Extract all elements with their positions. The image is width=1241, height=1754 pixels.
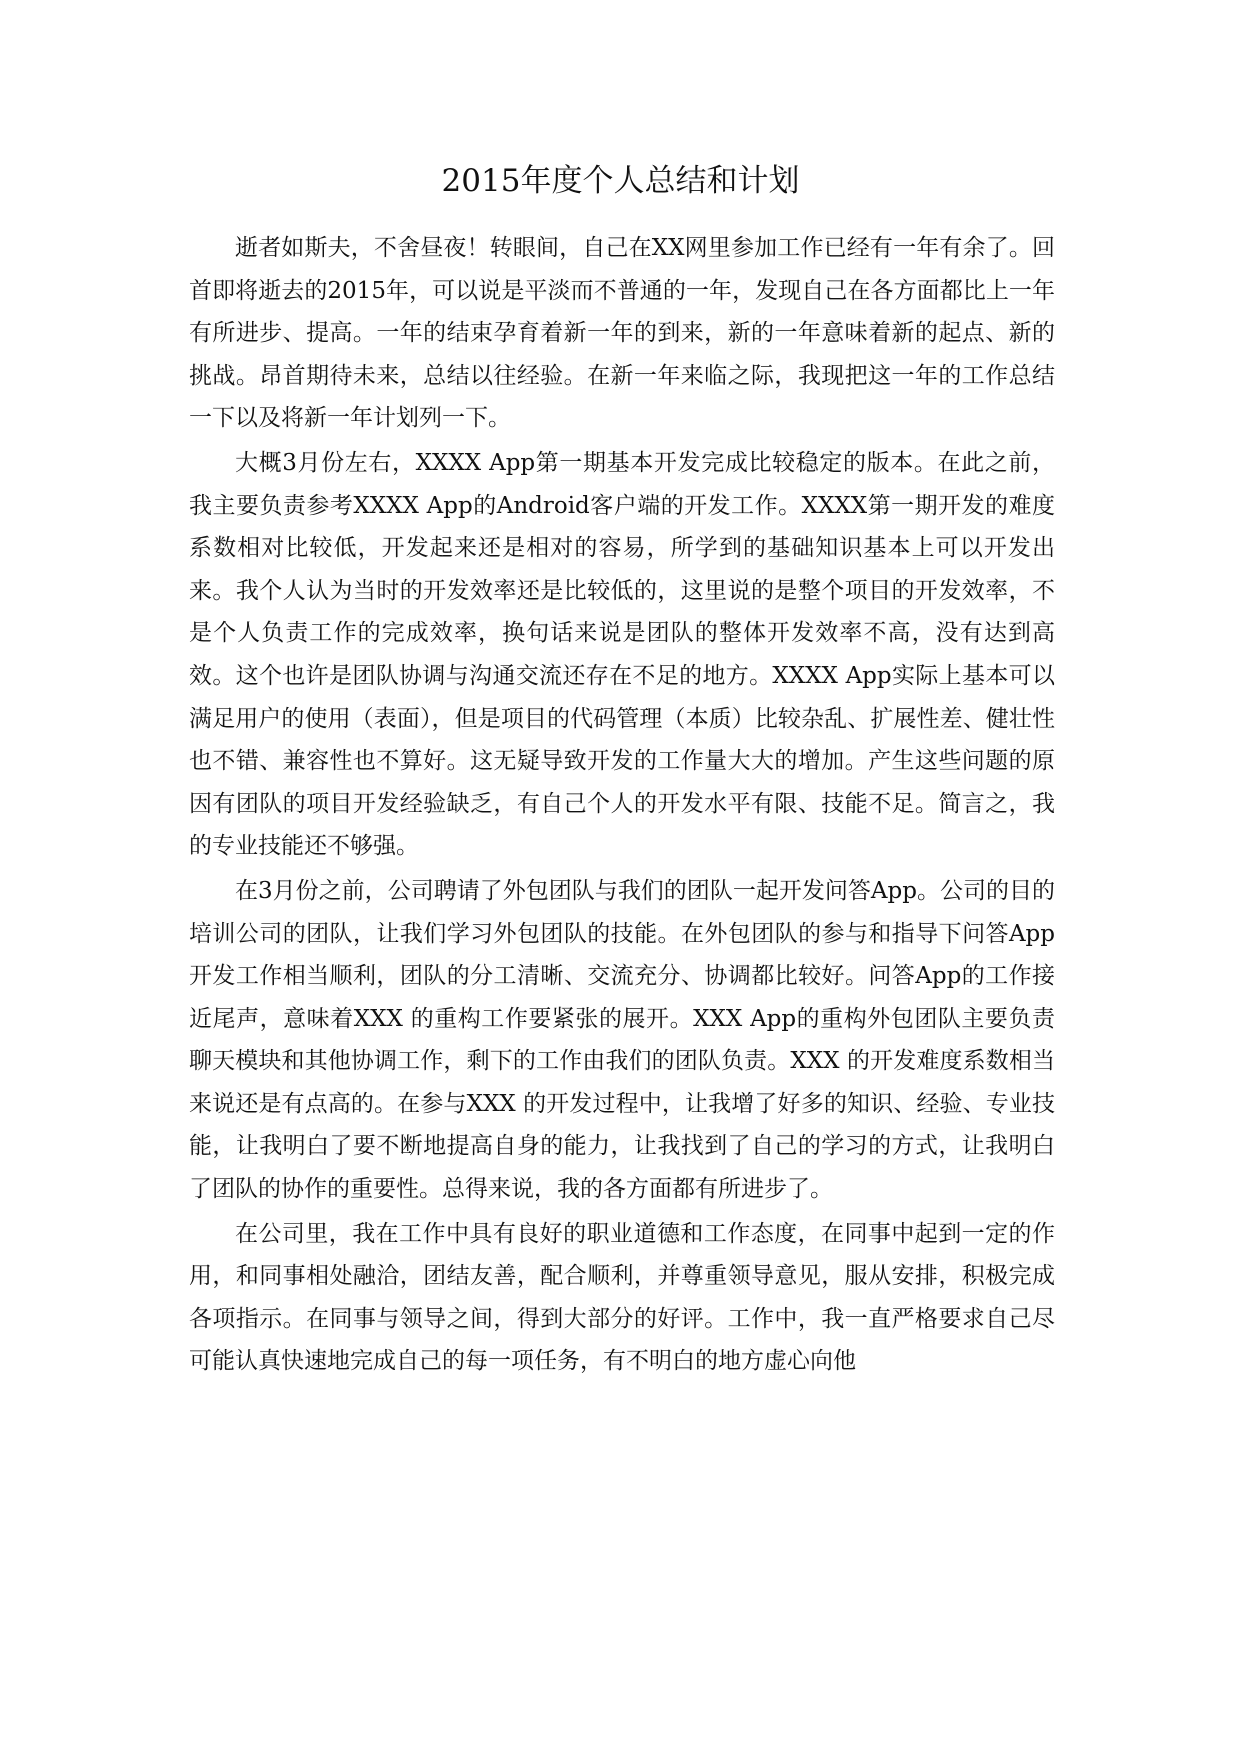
paragraph-work-attitude: 在公司里，我在工作中具有良好的职业道德和工作态度，在同事中起到一定的作用，和同事相处融洽，团结友善，配合顺利，并尊重领导意见，服从安排，积极完成各项指示。在同事与领导之间，得到大部分的好评。工作中，我一直严格要求自己尽可能认真快速地完成自己的每一项任务，有不明白的地方虚心向他 xyxy=(189,1220,1055,1375)
paragraph-app-development: 大概3月份左右，XXXX App第一期基本开发完成比较稳定的版本。在此之前，我主要负责参考XXXX App的Android客户端的开发工作。XXXX第一期开发的难度系数相对比较低，开发起来还是相对的容易，所学到的基础知识基本上可以开发出来。我个人认为当时的开发效率还是比较低的，这里说的是整个项目的开发效率，不是个人负责工作的完成效率，换句话来说是团队的整体开发效率不高，没有达到高效。这个也许是团队协调与沟通交流还存在不足的地方。XXXX App实际上基本可以满足用户的使用（表面），但是项目的代码管理（本质）比较杂乱、扩展性差、健壮性也不错、兼容性也不算好。这无疑导致开发的工作量大大的增加。产生这些问题的原因有团队的项目开发经验缺乏，有自己个人的开发水平有限、技能不足。简言之，我的专业技能还不够强。 xyxy=(189,449,1055,860)
document-title: 2015年度个人总结和计划 xyxy=(441,163,800,199)
document-body xyxy=(189,227,1055,1385)
paragraph-outsourcing-team: 在3月份之前，公司聘请了外包团队与我们的团队一起开发问答App。公司的目的培训公司的团队，让我们学习外包团队的技能。在外包团队的参与和指导下问答App开发工作相当顺利，团队的分工清晰、交流充分、协调都比较好。问答App的工作接近尾声，意味着XXX 的重构工作要紧张的展开。XXX App的重构外包团队主要负责聊天模块和其他协调工作，剩下的工作由我们的团队负责。XXX 的开发难度系数相当来说还是有点高的。在参与XXX 的开发过程中，让我增了好多的知识、经验、专业技能，让我明白了要不断地提高自身的能力，让我找到了自己的学习的方式，让我明白了团队的协作的重要性。总得来说，我的各方面都有所进步了。 xyxy=(189,877,1055,1203)
paragraph-intro: 逝者如斯夫，不舍昼夜！转眼间，自己在XX网里参加工作已经有一年有余了。回首即将逝去的2015年，可以说是平淡而不普通的一年，发现自己在各方面都比上一年有所进步、提高。一年的结束孕育着新一年的到来，新的一年意味着新的起点、新的挑战。昂首期待未来，总结以往经验。在新一年来临之际，我现把这一年的工作总结一下以及将新一年计划列一下。 xyxy=(189,235,1055,432)
